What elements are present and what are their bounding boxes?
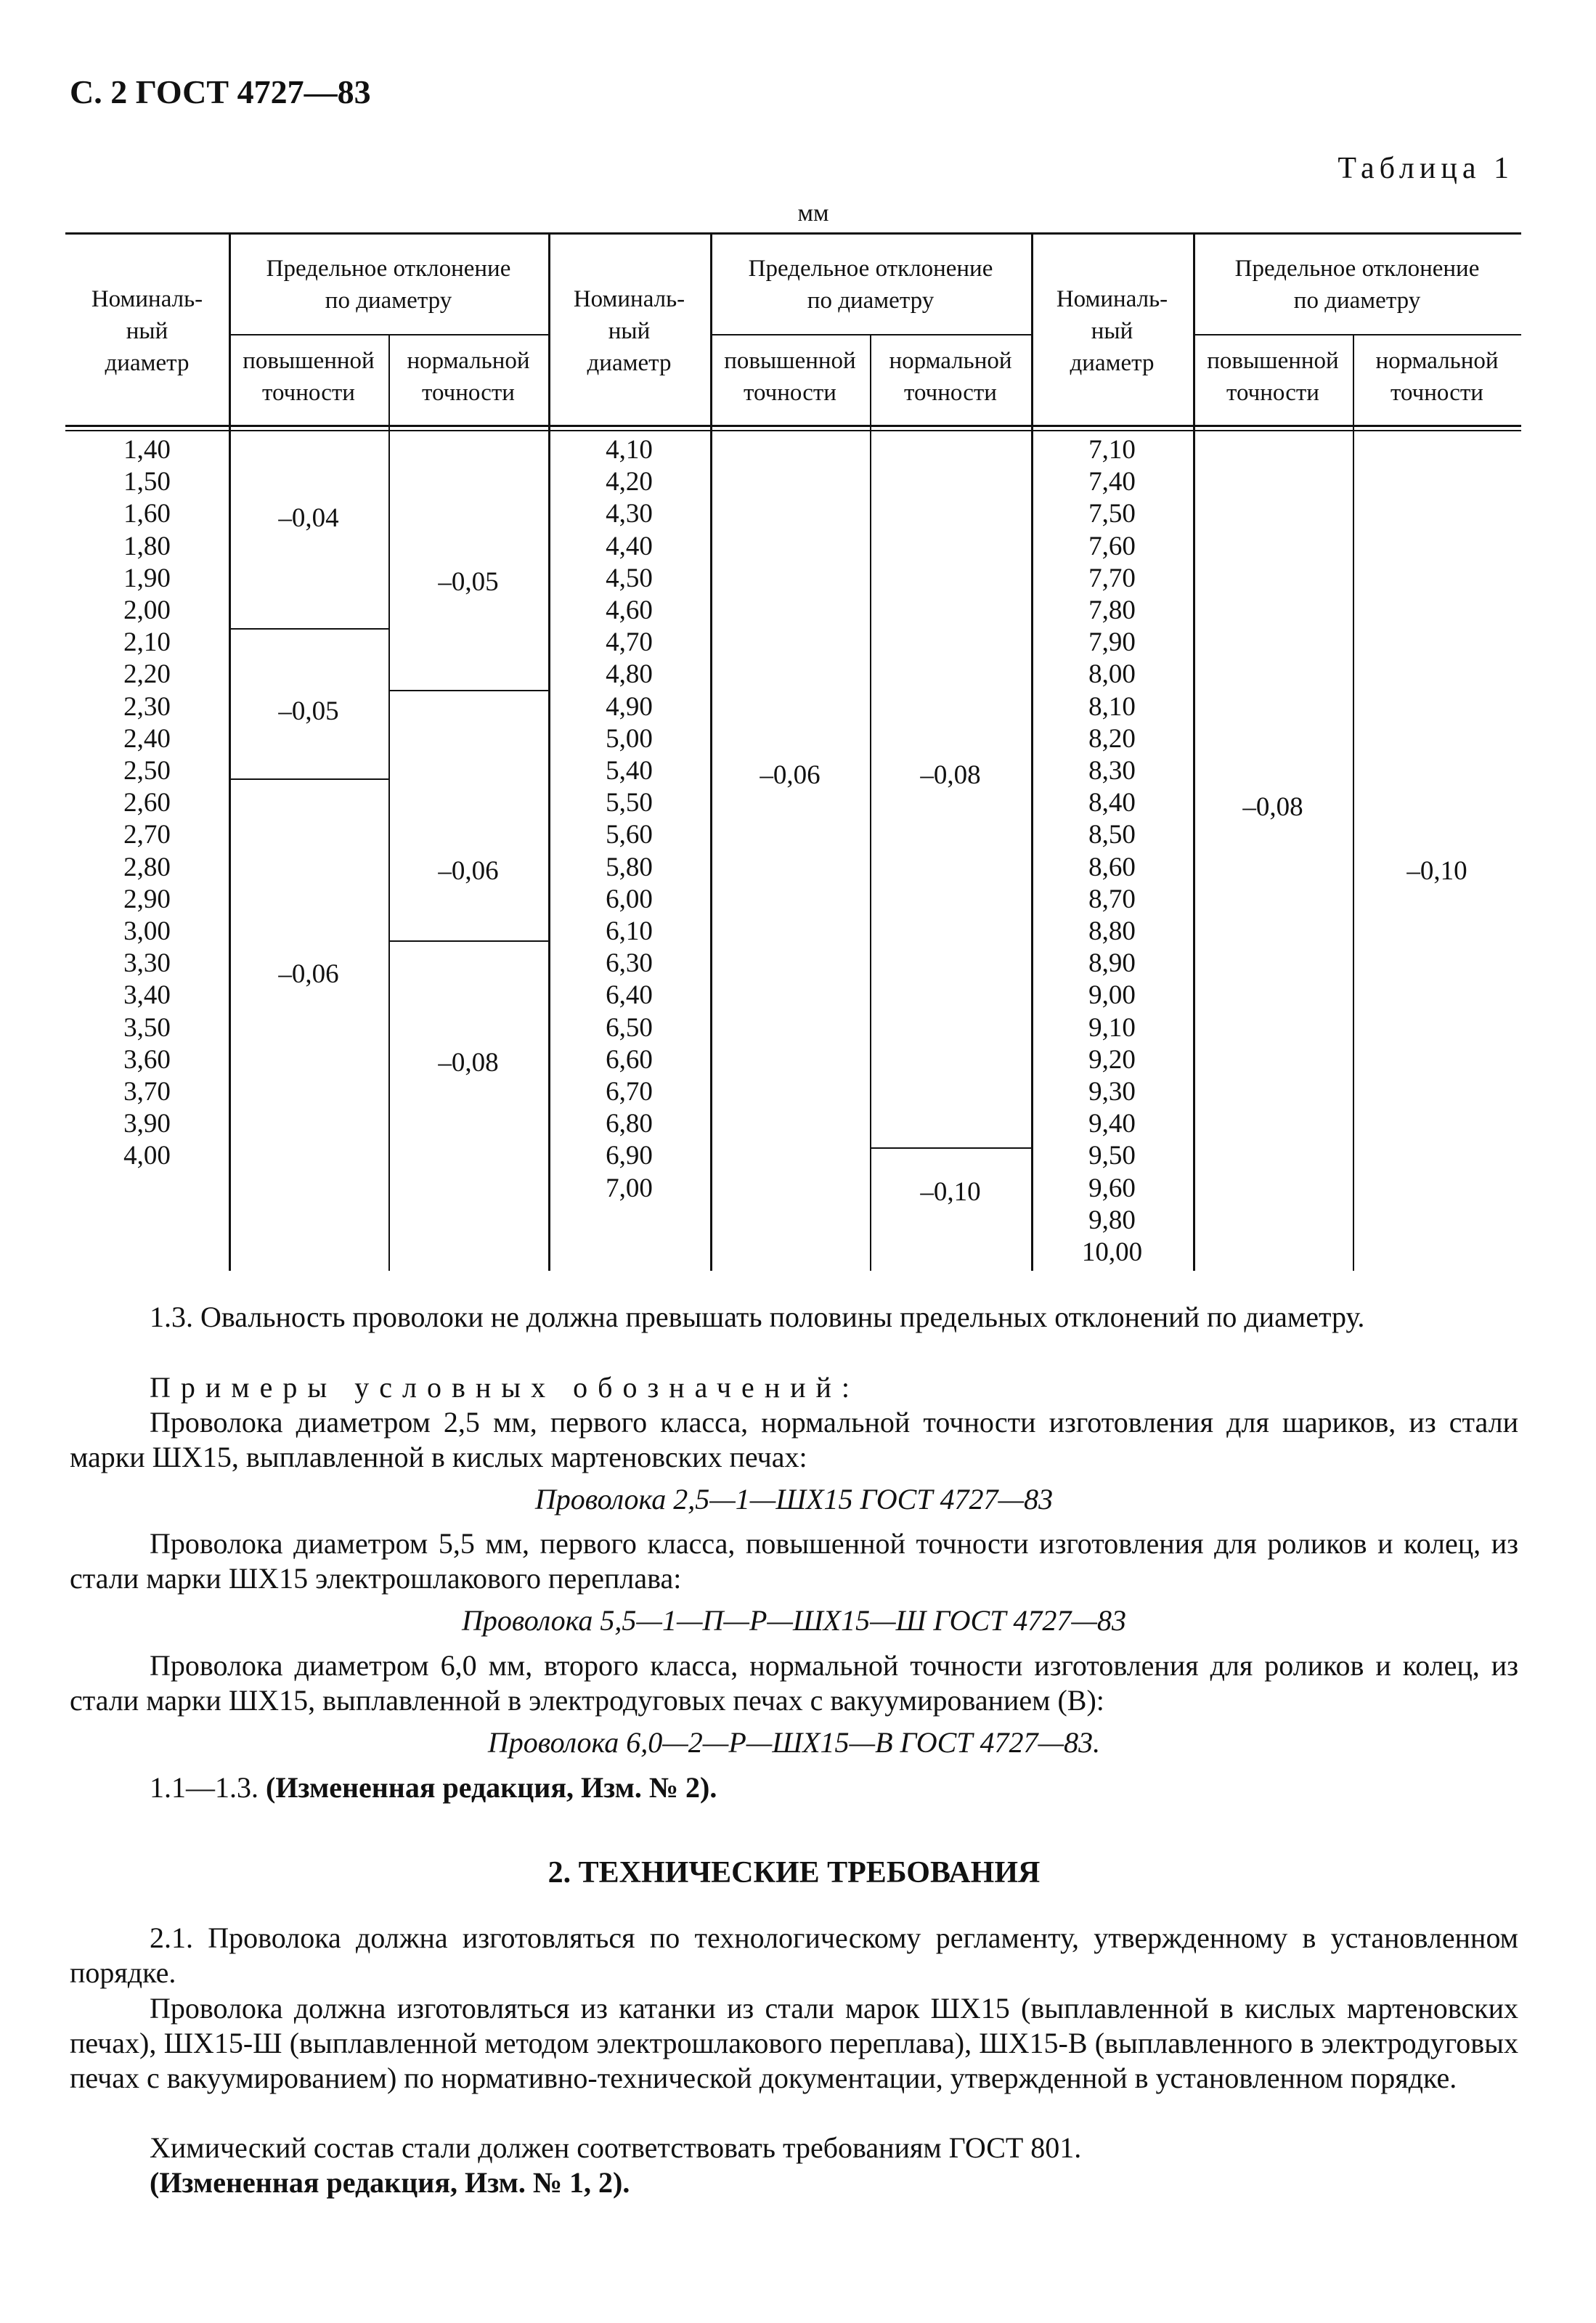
example-2-code: Проволока 5,5—1—П—Р—ШХ15—Ш ГОСТ 4727—83	[462, 1604, 1126, 1637]
g3-diameter-list: 7,10 7,40 7,50 7,60 7,70 7,80 7,90 8,00 8,10 8,20 8,30 8,40 8,50 8,60 8,70 8,80 8,90 9,00 9,10 9,20 9,30 9,40 9,50 9,60 9,80 10,00	[1081, 435, 1143, 1268]
table-caption: Таблица 1	[1338, 152, 1514, 185]
edit-note-1-bold: (Измененная редакция, Изм. № 2).	[266, 1771, 717, 1804]
edit-note-2: (Измененная редакция, Изм. № 1, 2).	[150, 2166, 630, 2199]
g1-normal-value-c: –0,08	[438, 1048, 499, 1078]
g1-subheader-rule	[229, 334, 548, 335]
example-2: Проволока диаметром 5,5 мм, первого класса, повышенной точности изготовления для роликов и колец, из стали марки ШХ15 электрошлакового переплава:	[70, 1527, 1518, 1595]
g2-normal-value-b: –0,10	[920, 1177, 981, 1207]
g3-subheader-rule	[1193, 334, 1521, 335]
para-2-1-b: Проволока должна изготовляться из катанки из стали марок ШХ15 (выплавленной в кислых мартеновских печах), ШХ15-Ш (выплавленной методом электрошлакового переплава), ШХ15-В (выплавленного в электродуговых печах с вакуумированием) по нормативно-технической документации, утвержденной в установленном порядке.	[70, 1992, 1518, 2094]
g1-col-divider-b	[388, 334, 390, 1271]
g1-increased-value-a: –0,04	[278, 503, 339, 533]
edit-note-1	[70, 1770, 1518, 1805]
example-3-code: Проволока 6,0—2—Р—ШХ15—В ГОСТ 4727—83.	[487, 1726, 1101, 1759]
g2-diameter-list: 4,10 4,20 4,30 4,40 4,50 4,60 4,70 4,80 4,90 5,00 5,40 5,50 5,60 5,80 6,00 6,10 6,30 6,40 6,50 6,60 6,70 6,80 6,90 7,00	[606, 435, 653, 1203]
section-2-title: 2. ТЕХНИЧЕСКИЕ ТРЕБОВАНИЯ	[547, 1856, 1041, 1889]
g3-normal-value: –0,10	[1406, 856, 1467, 886]
g2-increased-value: –0,06	[760, 760, 821, 790]
g2-normal-header: нормальной точности	[889, 348, 1012, 406]
g1-norm-split-1	[388, 690, 548, 691]
g1-inc-split-1	[229, 628, 388, 630]
g3-col-divider-b	[1353, 334, 1354, 1271]
table-header-rule	[65, 425, 1521, 427]
example-1: Проволока диаметром 2,5 мм, первого класса, нормальной точности изготовления для шариков, из стали марки ШХ15, выплавленной в кислых мартеновских печах:	[70, 1406, 1518, 1473]
g2-col-divider-b	[870, 334, 871, 1271]
g3-deviation-header: Предельное отклонение по диаметру	[1234, 256, 1480, 314]
g1-diameter-list: 1,40 1,50 1,60 1,80 1,90 2,00 2,10 2,20 2,30 2,40 2,50 2,60 2,70 2,80 2,90 3,00 3,30 3,40 3,50 3,60 3,70 3,90 4,00	[123, 435, 171, 1171]
g2-normal-value-a: –0,08	[920, 760, 981, 790]
g2-subheader-rule	[710, 334, 1031, 335]
g1-normal-header: нормальной точности	[407, 348, 530, 406]
g2-norm-split	[870, 1147, 1031, 1149]
g1-deviation-header: Предельное отклонение по диаметру	[266, 256, 511, 314]
edit-note-1-prefix: 1.1—1.3.	[150, 1771, 258, 1804]
table-top-rule	[65, 232, 1521, 235]
para-1-3: 1.3. Овальность проволоки не должна превышать половины предельных отклонений по диаметру.	[150, 1301, 1365, 1333]
g1-norm-split-2	[388, 940, 548, 942]
table-header-rule-2	[65, 430, 1521, 431]
example-3: Проволока диаметром 6,0 мм, второго класса, нормальной точности изготовления для роликов и колец, из стали марки ШХ15, выплавленной в электродуговых печах с вакуумированием (В):	[70, 1649, 1518, 1717]
examples-title: Примеры условных обозначений:	[150, 1371, 860, 1404]
g1-nominal-header: Номиналь- ный диаметр	[91, 286, 203, 376]
para-2-1-c: Химический состав стали должен соответствовать требованиям ГОСТ 801.	[150, 2131, 1082, 2164]
g1-normal-value-a: –0,05	[438, 567, 499, 597]
diameter-table	[65, 232, 1521, 1271]
g1-normal-value-b: –0,06	[438, 856, 499, 886]
g2-increased-header: повышенной точности	[724, 348, 856, 406]
g3-increased-header: повышенной точности	[1207, 348, 1339, 406]
g1-inc-split-2	[229, 778, 388, 780]
para-2-1: 2.1. Проволока должна изготовляться по технологическому регламенту, утвержденному в установленном порядке.	[70, 1921, 1518, 1989]
unit-label: мм	[797, 200, 829, 227]
example-1-code: Проволока 2,5—1—ШХ15 ГОСТ 4727—83	[534, 1483, 1054, 1516]
g1-increased-value-c: –0,06	[278, 959, 339, 989]
page-header: С. 2 ГОСТ 4727—83	[70, 73, 371, 110]
g2-deviation-header: Предельное отклонение по диаметру	[748, 256, 993, 314]
g3-normal-header: нормальной точности	[1375, 348, 1499, 406]
g3-nominal-header: Номиналь- ный диаметр	[1056, 286, 1168, 376]
g1-increased-header: повышенной точности	[243, 348, 375, 406]
g3-increased-value: –0,08	[1242, 792, 1303, 822]
g1-increased-value-b: –0,05	[278, 696, 339, 726]
g2-nominal-header: Номиналь- ный диаметр	[573, 286, 685, 376]
